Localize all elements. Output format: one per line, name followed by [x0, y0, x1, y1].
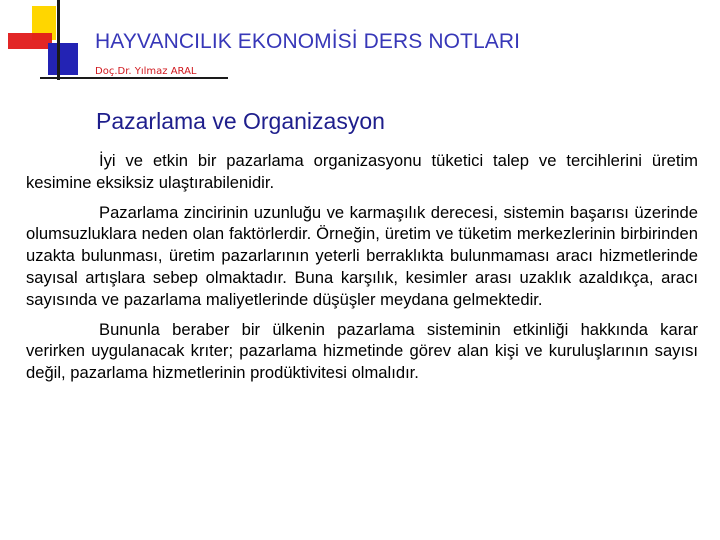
- header-underline: [40, 77, 228, 79]
- deck-title: HAYVANCILIK EKONOMİSİ DERS NOTLARI: [95, 30, 521, 53]
- paragraph-3: Bununla beraber bir ülkenin pazarlama sisteminin etkinliği hakkında karar verirken uygulanacak krıter; pazarlama hizmetinde görev alan kişi ve kuruluşlarının sayısı değil, pazarlama hizmetlerinin prodüktivitesi olmalıdır.: [26, 319, 698, 383]
- paragraph-1: İyi ve etkin bir pazarlama organizasyonu tüketici talep ve tercihlerini üretim kesimine eksiksiz ulaştırabilenidir.: [26, 151, 698, 192]
- author-name: Doç.Dr. Yılmaz ARAL: [95, 66, 197, 77]
- slide-heading: Pazarlama ve Organizasyon: [96, 108, 385, 134]
- logo-red-block: [8, 33, 52, 49]
- logo-blue-block: [48, 43, 78, 75]
- logo-vertical-line: [57, 0, 60, 80]
- paragraph-2: Pazarlama zincirinin uzunluğu ve karmaşılık derecesi, sistemin başarısı üzerinde olumsuzluklara neden olan faktörlerdir. Örneğin, üretim ve tüketim merkezlerinin birbirinden uzakta bulunması, üretim pazarlarının yeterli berraklıkta bulunmaması aracı hizmetlerinde sayısal artışlara sebep olmaktadır. Buna karşılık, kesimler arası uzaklık azaldıkça, aracı sayısında ve pazarlama maliyetlerinde düşüşler meydana gelmektedir.: [26, 202, 698, 309]
- slide-body: [26, 150, 698, 384]
